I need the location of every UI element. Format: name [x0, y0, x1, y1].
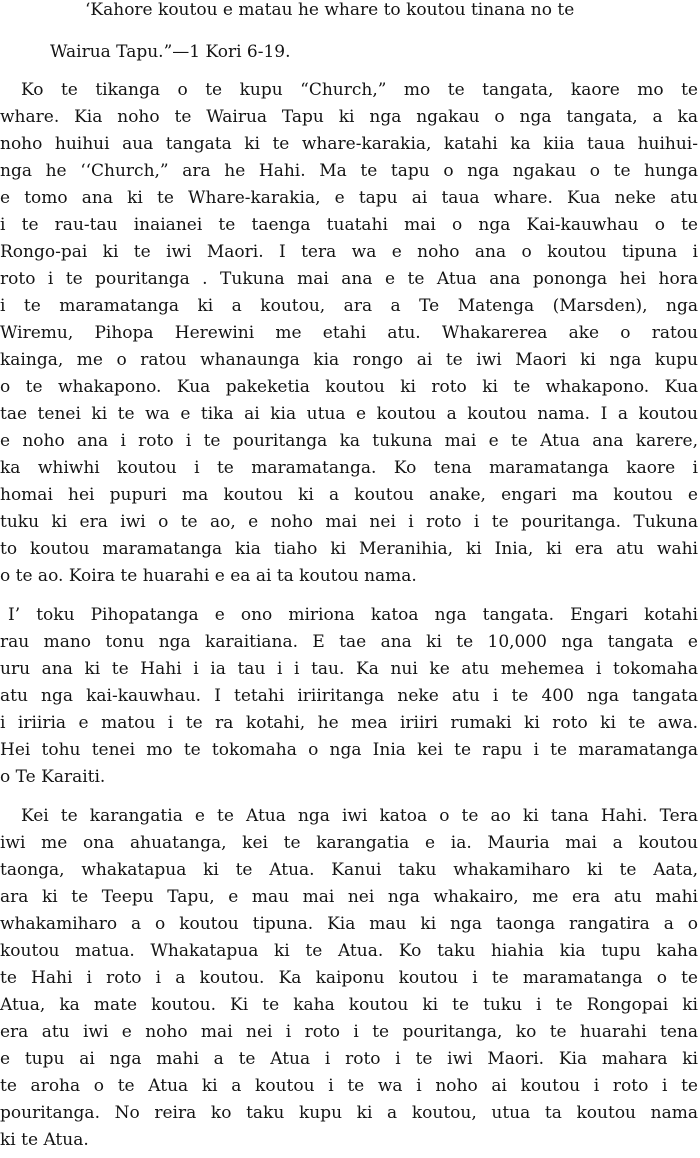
paragraph-3-line: taonga, whakatapua ki te Atua. Kanui taku whakamiharo ki te Aata, [0, 860, 698, 880]
epigraph-line-2: Wairua Tapu.”—1 Kori 6-19. [50, 42, 291, 62]
paragraph-1-line: e noho ana i roto i te pouritanga ka tukuna mai e te Atua ana karere, [0, 431, 698, 451]
paragraph-1-line: Wiremu, Pihopa Herewini me etahi atu. Whakarerea ake o ratou [0, 323, 698, 343]
paragraph-3-line: Kei te karangatia e te Atua nga iwi katoa o te ao ki tana Hahi. Tera [21, 806, 698, 826]
paragraph-1-line: noho huihui aua tangata ki te whare-karakia, katahi ka kiia taua huihui- [0, 134, 698, 154]
paragraph-1-line: whare. Kia noho te Wairua Tapu ki nga ngakau o nga tangata, a ka [0, 107, 698, 127]
paragraph-3-line: pouritanga. No reira ko taku kupu ki a koutou, utua ta koutou nama [0, 1103, 698, 1123]
paragraph-1-line: tae tenei ki te wa e tika ai kia utua e koutou a koutou nama. I a koutou [0, 404, 698, 424]
paragraph-1-line: Ko te tikanga o te kupu “Church,” mo te tangata, kaore mo te [21, 80, 698, 100]
paragraph-1-line: to koutou maramatanga kia tiaho ki Meranihia, ki Inia, ki era atu wahi [0, 539, 698, 559]
paragraph-1-line: kainga, me o ratou whanaunga kia rongo ai te iwi Maori ki nga kupu [0, 350, 698, 370]
paragraph-3-line: iwi me ona ahuatanga, kei te karangatia e ia. Mauria mai a koutou [0, 833, 698, 853]
paragraph-3-line: te Hahi i roto i a koutou. Ka kaiponu koutou i te maramatanga o te [0, 968, 698, 988]
paragraph-3-line: te aroha o te Atua ki a koutou i te wa i noho ai koutou i roto i te [0, 1076, 698, 1096]
paragraph-3-line: ki te Atua. [0, 1130, 89, 1150]
paragraph-1-line: ka whiwhi koutou i te maramatanga. Ko tena maramatanga kaore i [0, 458, 698, 478]
paragraph-3-line: era atu iwi e noho mai nei i roto i te pouritanga, ko te huarahi tena [0, 1022, 698, 1042]
paragraph-1-line: o te ao. Koira te huarahi e ea ai ta koutou nama. [0, 566, 417, 586]
paragraph-2-line: rau mano tonu nga karaitiana. E tae ana ki te 10,000 nga tangata e [0, 632, 698, 652]
paragraph-2-line: i iriiria e matou i te ra kotahi, he mea iriiri rumaki ki roto ki te awa. [0, 713, 698, 733]
paragraph-1-line: i te rau-tau inaianei te taenga tuatahi mai o nga Kai-kauwhau o te [0, 215, 698, 235]
paragraph-2-line: uru ana ki te Hahi i ia tau i i tau. Ka nui ke atu mehemea i tokomaha [0, 659, 698, 679]
paragraph-1-line: homai hei pupuri ma koutou ki a koutou anake, engari ma koutou e [0, 485, 698, 505]
paragraph-1-line: tuku ki era iwi o te ao, e noho mai nei i roto i te pouritanga. Tukuna [0, 512, 698, 532]
paragraph-1-line: nga he ‘‘Church,” ara he Hahi. Ma te tapu o nga ngakau o te hunga [0, 161, 698, 181]
paragraph-3-line: Atua, ka mate koutou. Ki te kaha koutou ki te tuku i te Rongopai ki [0, 995, 698, 1015]
paragraph-1-line: roto i te pouritanga . Tukuna mai ana e te Atua ana pononga hei hora [0, 269, 698, 289]
paragraph-3-line: e tupu ai nga mahi a te Atua i roto i te iwi Maori. Kia mahara ki [0, 1049, 698, 1069]
paragraph-1-line: o te whakapono. Kua pakeketia koutou ki roto ki te whakapono. Kua [0, 377, 698, 397]
paragraph-1-line: i te maramatanga ki a koutou, ara a Te Matenga (Marsden), nga [0, 296, 698, 316]
paragraph-3-line: koutou matua. Whakatapua ki te Atua. Ko taku hiahia kia tupu kaha [0, 941, 698, 961]
paragraph-3-line: whakamiharo a o koutou tipuna. Kia mau ki nga taonga rangatira a o [0, 914, 698, 934]
paragraph-2-line: Hei tohu tenei mo te tokomaha o nga Inia kei te rapu i te maramatanga [0, 740, 698, 760]
paragraph-2-line: o Te Karaiti. [0, 767, 106, 787]
epigraph-line-1: ‘Kahore koutou e matau he whare to koutou tinana no te [85, 0, 575, 20]
paragraph-2-line: I’ toku Pihopatanga e ono miriona katoa nga tangata. Engari kotahi [8, 605, 698, 625]
paragraph-2-line: atu nga kai-kauwhau. I tetahi iriiritanga neke atu i te 400 nga tangata [0, 686, 698, 706]
paragraph-1-line: e tomo ana ki te Whare-karakia, e tapu ai taua whare. Kua neke atu [0, 188, 698, 208]
paragraph-1-line: Rongo-pai ki te iwi Maori. I tera wa e noho ana o koutou tipuna i [0, 242, 698, 262]
paragraph-3-line: ara ki te Teepu Tapu, e mau mai nei nga whakairo, me era atu mahi [0, 887, 698, 907]
